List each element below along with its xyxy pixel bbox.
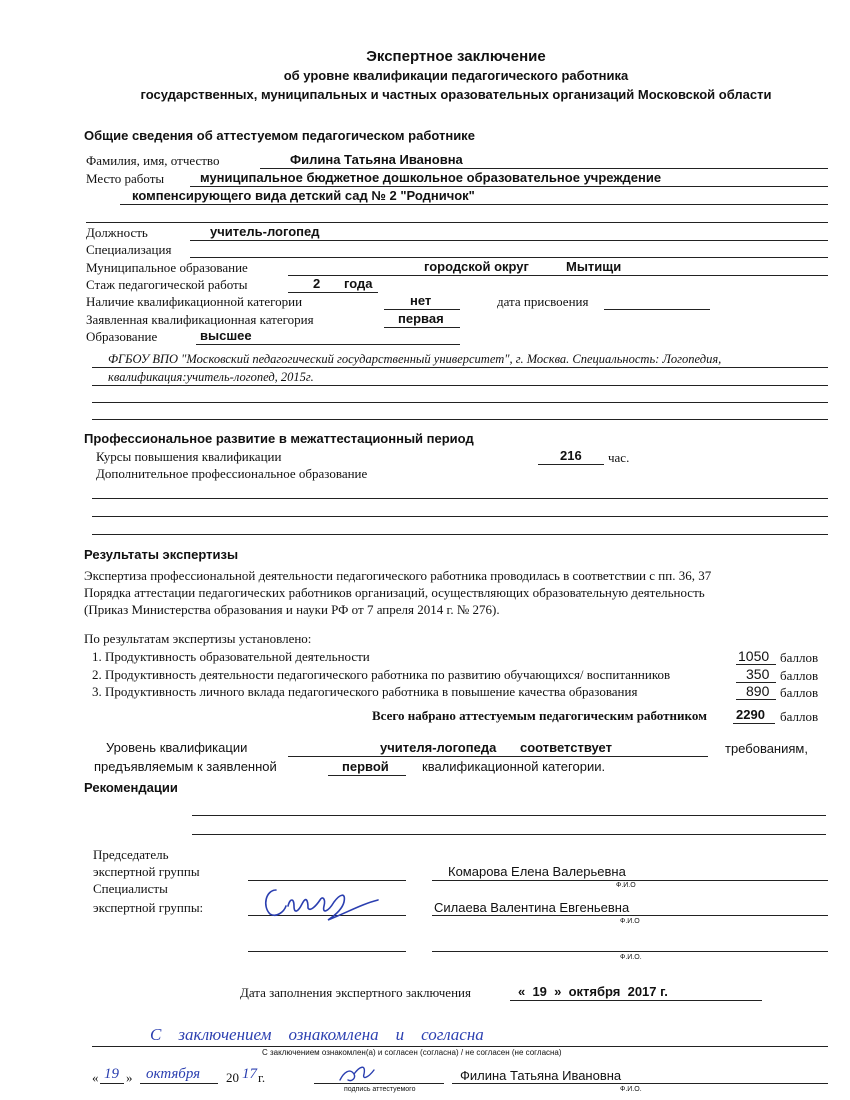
- chairman-name: Комарова Елена Валерьевна: [448, 864, 626, 879]
- total-label: Всего набрано аттестуемым педагогическим работником: [372, 708, 707, 723]
- total-value: 2290: [736, 707, 765, 722]
- category-value: нет: [410, 293, 432, 308]
- total-unit: баллов: [780, 709, 819, 724]
- education-detail-1: ФГБОУ ВПО "Московский педагогический государственный университет", г. Москва. Специальность: Логопедия,: [108, 352, 722, 366]
- result-item-3-value: 890: [746, 683, 770, 699]
- declared-value: первая: [398, 311, 444, 326]
- specialist-name: Силаева Валентина Евгеньевна: [434, 900, 630, 915]
- courses-unit: час.: [608, 450, 630, 465]
- experience-value: 2: [313, 276, 321, 291]
- fio-value: Филина Татьяна Ивановна: [290, 152, 463, 167]
- section-prof-heading: Профессиональное развитие в межаттестационный период: [84, 431, 474, 446]
- result-item-2-value: 350: [746, 666, 770, 682]
- municipal-label: Муниципальное образование: [86, 260, 248, 275]
- chairman-label-2: экспертной группы: [93, 864, 200, 879]
- workplace-value-1: муниципальное бюджетное дошкольное образовательное учреждение: [200, 170, 662, 185]
- fio-caption-1: Ф.И.О: [616, 882, 636, 889]
- section-results-heading: Результаты экспертизы: [84, 547, 239, 562]
- level-value-2: соответствует: [520, 740, 612, 755]
- result-item-1-label: 1. Продуктивность образовательной деятельности: [92, 649, 370, 664]
- presented-label: предъявляемым к заявленной: [94, 759, 277, 774]
- level-tail: требованиям,: [725, 741, 808, 756]
- results-text-2: Порядка аттестации педагогических работников организаций, осуществляющих образовательную деятельность: [84, 585, 705, 600]
- acquaint-handwritten: С заключением ознакомлена и согласна: [150, 1025, 484, 1044]
- attestee-name: Филина Татьяна Ивановна: [460, 1068, 622, 1083]
- specialist-signature: [258, 876, 388, 936]
- document-title: Экспертное заключение: [366, 48, 546, 65]
- additional-education-label: Дополнительное профессиональное образование: [96, 466, 368, 481]
- experience-unit: года: [344, 276, 373, 291]
- results-established: По результатам экспертизы установлено:: [84, 631, 312, 646]
- acquaint-year: 17: [242, 1066, 257, 1082]
- attestee-fio-caption: Ф.И.О.: [620, 1086, 642, 1093]
- level-value-1: учителя-логопеда: [380, 740, 497, 755]
- acquaint-month: октября: [146, 1066, 201, 1082]
- fio-caption-3: Ф.И.О.: [620, 954, 642, 961]
- results-text-3: (Приказ Министерства образования и науки РФ от 7 апреля 2014 г. № 276).: [84, 602, 500, 617]
- fio-label: Фамилия, имя, отчество: [86, 153, 220, 168]
- specialists-label-1: Специалисты: [93, 881, 168, 896]
- municipal-value-1: городской округ: [424, 259, 529, 274]
- category-label: Наличие квалификационной категории: [86, 294, 303, 309]
- fill-date-value: « 19 » октября 2017 г.: [518, 984, 668, 999]
- assign-date-label: дата присвоения: [497, 294, 589, 309]
- workplace-label: Место работы: [86, 171, 165, 186]
- experience-label: Стаж педагогической работы: [86, 277, 248, 292]
- education-value: высшее: [200, 328, 252, 343]
- result-item-1-unit: баллов: [780, 650, 819, 665]
- section-recommendations-heading: Рекомендации: [84, 780, 178, 795]
- specialists-label-2: экспертной группы:: [93, 900, 204, 915]
- fio-caption-2: Ф.И.О: [620, 918, 640, 925]
- specialization-label: Специализация: [86, 242, 172, 257]
- document-subtitle-2: государственных, муниципальных и частных оразовательных организаций Московской области: [140, 87, 772, 102]
- acquaint-day: 19: [104, 1066, 119, 1082]
- acquaint-date-mid: »: [126, 1070, 133, 1085]
- fill-date-label: Дата заполнения экспертного заключения: [240, 985, 471, 1000]
- result-item-2-unit: баллов: [780, 668, 819, 683]
- attestee-sign-caption: подпись аттестуемого: [344, 1086, 416, 1093]
- acquaint-caption: С заключением ознакомлен(а) и согласен (согласна) / не согласен (не согласна): [262, 1048, 562, 1057]
- presented-value: первой: [342, 759, 389, 774]
- position-value: учитель-логопед: [210, 224, 320, 239]
- courses-value: 216: [560, 448, 582, 463]
- chairman-label-1: Председатель: [93, 847, 169, 862]
- education-detail-2: квалификация:учитель-логопед, 2015г.: [108, 370, 314, 384]
- result-item-3-unit: баллов: [780, 685, 819, 700]
- results-text-1: Экспертиза профессиональной деятельности педагогического работника проводилась в соответствии с пп. 36, 37: [84, 568, 712, 583]
- education-label: Образование: [86, 329, 158, 344]
- courses-label: Курсы повышения квалификации: [96, 449, 282, 464]
- presented-tail: квалификационной категории.: [422, 759, 606, 774]
- workplace-value-2: компенсирующего вида детский сад № 2 "Родничок": [132, 188, 475, 203]
- acquaint-date-open: «: [92, 1070, 99, 1085]
- position-label: Должность: [86, 225, 148, 240]
- level-label: Уровень квалификации: [106, 740, 248, 755]
- section-general-heading: Общие сведения об аттестуемом педагогическом работнике: [84, 128, 475, 143]
- result-item-2-label: 2. Продуктивность деятельности педагогического работника по развитию обучающихся/ воспитанников: [92, 667, 671, 682]
- declared-label: Заявленная квалификационная категория: [86, 312, 314, 327]
- acquaint-year-suffix: г.: [258, 1070, 266, 1085]
- result-item-1-value: 1050: [738, 648, 770, 664]
- result-item-3-label: 3. Продуктивность личного вклада педагогического работника в повышение качества образования: [92, 684, 638, 699]
- acquaint-year-prefix: 20: [226, 1070, 239, 1085]
- document-subtitle-1: об уровне квалификации педагогического работника: [283, 68, 629, 83]
- municipal-value-2: Мытищи: [566, 259, 622, 274]
